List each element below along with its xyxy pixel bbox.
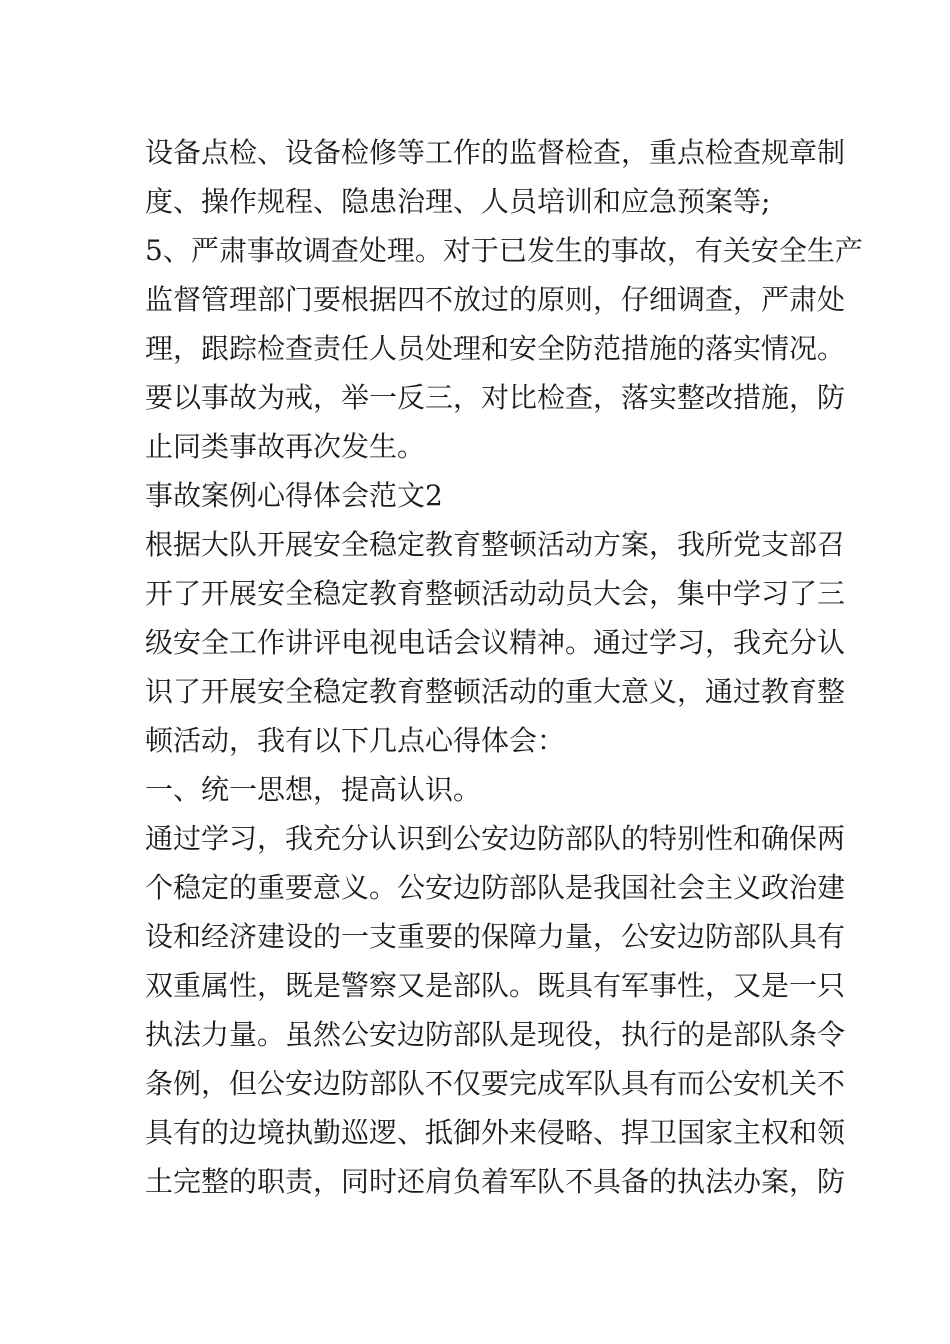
text-line: 执法力量。虽然公安边防部队是现役，执行的是部队条令 [145, 1018, 846, 1051]
text-line: 根据大队开展安全稳定教育整顿活动方案，我所党支部召 [145, 528, 846, 561]
text-line: 识了开展安全稳定教育整顿活动的重大意义，通过教育整 [145, 675, 846, 708]
text-line: 度、操作规程、隐患治理、人员培训和应急预案等; [145, 185, 771, 218]
text-line: 双重属性，既是警察又是部队。既具有军事性，又是一只 [145, 969, 846, 1002]
text-line: 个稳定的重要意义。公安边防部队是我国社会主义政治建 [145, 871, 846, 904]
text-line: 设备点检、设备检修等工作的监督检查，重点检查规章制 [145, 136, 846, 169]
text-line: 监督管理部门要根据四不放过的原则，仔细调查，严肃处 [145, 283, 846, 316]
text-line: 理，跟踪检查责任人员处理和安全防范措施的落实情况。 [145, 332, 846, 365]
text-line: 要以事故为戒，举一反三，对比检查，落实整改措施，防 [145, 381, 846, 414]
text-line: 开了开展安全稳定教育整顿活动动员大会，集中学习了三 [145, 577, 846, 610]
text-line: 止同类事故再次发生。 [145, 430, 426, 463]
text-line: 设和经济建设的一支重要的保障力量，公安边防部队具有 [145, 920, 846, 953]
text-line: 土完整的职责，同时还肩负着军队不具备的执法办案，防 [145, 1165, 846, 1198]
text-line: 通过学习，我充分认识到公安边防部队的特别性和确保两 [145, 822, 846, 855]
subheading: 一、统一思想，提高认识。 [145, 773, 482, 806]
text-line: 5、严肃事故调查处理。对于已发生的事故，有关安全生产 [145, 234, 863, 267]
section-heading: 事故案例心得体会范文2 [145, 479, 443, 512]
document-body [145, 128, 863, 1206]
text-line: 顿活动，我有以下几点心得体会： [145, 724, 566, 757]
text-line: 级安全工作讲评电视电话会议精神。通过学习，我充分认 [145, 626, 846, 659]
text-line: 条例，但公安边防部队不仅要完成军队具有而公安机关不 [145, 1067, 846, 1100]
text-line: 具有的边境执勤巡逻、抵御外来侵略、捍卫国家主权和领 [145, 1116, 846, 1149]
